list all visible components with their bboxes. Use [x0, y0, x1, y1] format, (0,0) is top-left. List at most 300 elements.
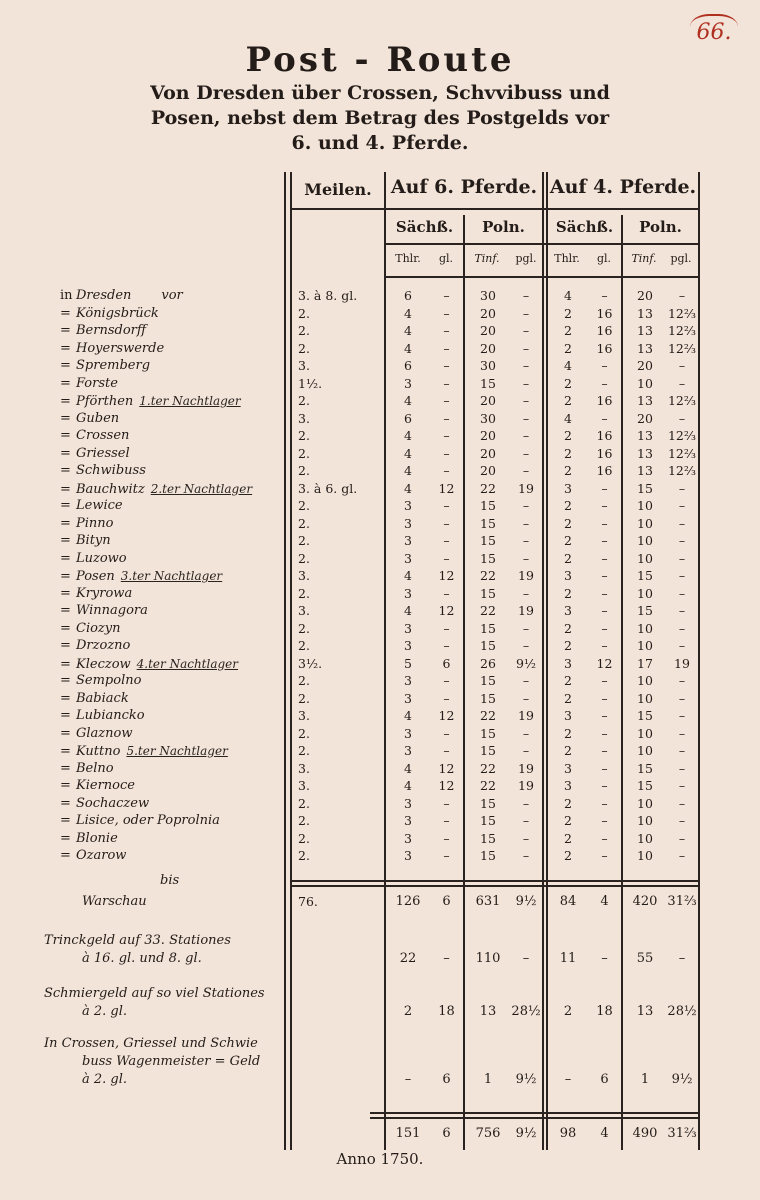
- value-cell: 10: [637, 795, 653, 811]
- table-row: [0, 515, 760, 533]
- value-cell: –: [678, 410, 686, 426]
- value-cell: 631: [475, 894, 501, 909]
- value-cell: 3: [404, 550, 412, 566]
- rule-header-top: [290, 208, 698, 210]
- value-cell: –: [522, 725, 530, 741]
- place-prefix: =: [60, 428, 71, 443]
- value-cell: –: [443, 848, 450, 863]
- value-cell: 17: [637, 655, 653, 671]
- value-cell: 4: [404, 305, 412, 321]
- value-cell: –: [443, 498, 450, 513]
- place-label: Glaznow: [76, 725, 133, 741]
- value-cell: –: [443, 620, 450, 636]
- value-cell: –: [678, 830, 686, 846]
- place-suffix: vor: [161, 288, 183, 303]
- place-label: Lisice, oder Poprolnia: [76, 813, 220, 828]
- place-name: [60, 410, 119, 428]
- value-cell: 4: [564, 288, 572, 303]
- value-cell: 4: [404, 760, 412, 776]
- place-name: [60, 655, 238, 674]
- value-cell: –: [601, 673, 608, 688]
- value-cell: –: [678, 813, 686, 828]
- value-cell: 110: [475, 951, 501, 966]
- value-cell: 15: [637, 760, 653, 776]
- place-name: [60, 672, 141, 690]
- place-label: Bernsdorff: [76, 323, 147, 338]
- place-prefix: =: [60, 323, 71, 338]
- value-cell: 13: [637, 463, 653, 478]
- value-cell: 4: [404, 603, 412, 618]
- place-name: [60, 462, 146, 480]
- header-meilen: Meilen.: [304, 180, 372, 199]
- place-name: [60, 287, 183, 305]
- value-cell: 12: [438, 778, 455, 793]
- value-cell: 15: [480, 830, 496, 846]
- value-cell: 11: [559, 951, 577, 966]
- place-prefix: =: [60, 830, 71, 846]
- value-cell: –: [678, 288, 686, 303]
- value-cell: 12: [438, 760, 455, 776]
- value-cell: 28½: [511, 1004, 541, 1019]
- place-name: [60, 742, 228, 761]
- value-cell: 13: [637, 305, 653, 321]
- header-gl-6: gl.: [438, 252, 454, 265]
- value-cell: 10: [637, 848, 653, 863]
- table-row: [0, 392, 760, 410]
- value-cell: 15: [480, 813, 496, 828]
- table-row: [0, 497, 760, 515]
- value-cell: 4: [564, 358, 572, 373]
- place-note: 2.ter Nachtlager: [150, 481, 253, 496]
- meilen-cell: 3. à 8. gl.: [298, 288, 358, 303]
- value-cell: 12: [438, 603, 455, 618]
- place-name: [60, 497, 123, 515]
- value-cell: 22: [480, 778, 496, 793]
- value-cell: –: [443, 358, 450, 373]
- place-prefix: =: [60, 515, 71, 531]
- value-cell: –: [443, 463, 450, 478]
- value-cell: 2: [564, 830, 572, 846]
- meilen-cell: 3.: [298, 358, 310, 373]
- value-cell: 16: [596, 340, 613, 356]
- value-cell: 15: [637, 603, 653, 618]
- trinckgeld-line-2: à 16. gl. und 8. gl.: [82, 951, 202, 966]
- value-cell: 6: [404, 288, 412, 303]
- place-prefix: =: [60, 410, 71, 426]
- value-cell: 20: [480, 305, 496, 321]
- value-cell: 15: [480, 620, 496, 636]
- value-cell: 4: [404, 393, 412, 408]
- header-thlr-6: Thlr.: [395, 252, 421, 265]
- value-cell: 10: [637, 620, 653, 636]
- value-cell: 10: [637, 830, 653, 846]
- value-cell: 13: [637, 445, 653, 461]
- schmiergeld-line-2: à 2. gl.: [82, 1004, 128, 1019]
- value-cell: 15: [480, 638, 496, 653]
- value-cell: –: [678, 848, 686, 863]
- value-cell: 420: [632, 894, 658, 909]
- value-cell: –: [601, 951, 608, 966]
- value-cell: –: [522, 743, 530, 758]
- value-cell: 3: [404, 638, 412, 653]
- value-cell: 16: [596, 463, 613, 478]
- meilen-cell: 3. à 6. gl.: [298, 480, 358, 496]
- value-cell: 2: [564, 550, 572, 566]
- value-cell: –: [601, 830, 608, 846]
- value-cell: 2: [564, 463, 572, 478]
- table-row: [0, 305, 760, 323]
- value-cell: –: [678, 533, 686, 548]
- place-label: Babiack: [76, 690, 129, 706]
- value-cell: 6: [404, 358, 412, 373]
- page-number: 66.: [690, 14, 738, 46]
- value-cell: –: [522, 951, 530, 966]
- value-cell: 3: [564, 760, 572, 776]
- rule-total-top-2: [370, 1117, 698, 1119]
- meilen-cell: 76.: [298, 894, 318, 909]
- meilen-cell: 2.: [298, 585, 310, 601]
- value-cell: –: [601, 708, 608, 723]
- place-name: [60, 567, 222, 586]
- place-prefix: =: [60, 795, 71, 811]
- value-cell: 22: [480, 480, 496, 496]
- meilen-cell: 1½.: [298, 375, 323, 391]
- meilen-cell: 2.: [298, 743, 310, 758]
- value-cell: 22: [480, 568, 496, 583]
- place-label: Guben: [76, 410, 120, 426]
- value-cell: –: [522, 673, 530, 688]
- page-title: Post - Route: [245, 40, 515, 80]
- place-name: [60, 707, 145, 725]
- meilen-cell: 2.: [298, 620, 310, 636]
- place-name: [60, 760, 114, 778]
- header-tinf-4: Tinf.: [631, 252, 657, 265]
- place-prefix: =: [60, 533, 71, 548]
- value-cell: –: [443, 830, 450, 846]
- value-cell: 18: [438, 1004, 455, 1019]
- value-cell: –: [522, 795, 530, 811]
- place-note: 1.ter Nachtlager: [139, 394, 241, 408]
- value-cell: 10: [637, 375, 653, 391]
- place-label: Kleczow: [76, 656, 131, 672]
- value-cell: –: [601, 358, 608, 373]
- meilen-cell: 3.: [298, 778, 310, 793]
- value-cell: 4: [404, 778, 412, 793]
- value-cell: 12⅔: [667, 393, 697, 408]
- value-cell: 10: [637, 813, 653, 828]
- schmiergeld-line-1: Schmiergeld auf so viel Stationes: [44, 986, 265, 1001]
- value-cell: 3: [404, 690, 412, 706]
- value-cell: –: [443, 428, 450, 443]
- value-cell: 2: [564, 428, 572, 443]
- value-cell: 2: [564, 848, 572, 863]
- table-row: [0, 445, 760, 463]
- place-note: 5.ter Nachtlager: [126, 744, 228, 758]
- meilen-cell: 2.: [298, 830, 310, 846]
- value-cell: –: [678, 568, 686, 583]
- value-cell: 2: [564, 498, 572, 513]
- table-row: [0, 690, 760, 708]
- value-cell: 98: [559, 1126, 577, 1141]
- value-cell: 12⅔: [667, 463, 697, 478]
- value-cell: 22: [480, 760, 496, 776]
- place-name: [60, 515, 113, 533]
- value-cell: 15: [637, 568, 653, 583]
- value-cell: –: [678, 498, 686, 513]
- value-cell: 31⅔: [667, 894, 697, 909]
- value-cell: –: [678, 620, 686, 636]
- value-cell: –: [678, 480, 686, 496]
- place-label: Sempolno: [76, 673, 142, 688]
- value-cell: 3: [404, 533, 412, 548]
- value-cell: 12⅔: [667, 445, 697, 461]
- place-label: Bityn: [76, 533, 111, 548]
- value-cell: 6: [442, 1072, 451, 1087]
- value-cell: 19: [518, 778, 534, 793]
- value-cell: 2: [564, 743, 572, 758]
- place-label: Hoyerswerde: [76, 340, 165, 356]
- value-cell: 20: [480, 340, 496, 356]
- table-row: [0, 830, 760, 848]
- table-row: [0, 427, 760, 445]
- value-cell: 3: [404, 725, 412, 741]
- value-cell: –: [443, 410, 450, 426]
- value-cell: –: [601, 480, 608, 496]
- place-name: [60, 375, 118, 393]
- value-cell: –: [443, 288, 450, 303]
- value-cell: –: [522, 305, 530, 321]
- value-cell: 2: [563, 1004, 573, 1019]
- value-cell: 20: [480, 393, 496, 408]
- value-cell: –: [601, 690, 608, 706]
- value-cell: –: [601, 778, 608, 793]
- value-cell: 2: [564, 795, 572, 811]
- place-label: Forste: [76, 375, 118, 391]
- value-cell: 4: [404, 463, 412, 478]
- table-row: [0, 847, 760, 865]
- value-cell: 30: [480, 288, 496, 303]
- value-cell: –: [443, 585, 450, 601]
- place-label: Bauchwitz: [76, 481, 145, 497]
- value-cell: 2: [564, 620, 572, 636]
- place-label: Königsbrück: [76, 305, 159, 321]
- value-cell: –: [522, 498, 530, 513]
- value-cell: –: [601, 498, 608, 513]
- bis-label: bis: [160, 873, 180, 888]
- value-cell: –: [522, 585, 530, 601]
- place-name: [60, 620, 121, 638]
- value-cell: –: [443, 690, 450, 706]
- value-cell: 6: [404, 410, 412, 426]
- value-cell: 4: [404, 428, 412, 443]
- value-cell: 10: [637, 533, 653, 548]
- value-cell: –: [601, 533, 608, 548]
- value-cell: 19: [674, 655, 690, 671]
- value-cell: 2: [403, 1004, 413, 1019]
- meilen-cell: 3.: [298, 568, 310, 583]
- place-label: Pinno: [76, 515, 114, 531]
- value-cell: –: [678, 603, 686, 618]
- place-prefix: =: [60, 708, 71, 723]
- value-cell: 4: [600, 1126, 609, 1141]
- place-label: Ciozyn: [76, 620, 121, 636]
- value-cell: –: [678, 778, 686, 793]
- value-cell: 15: [480, 550, 496, 566]
- value-cell: 12: [438, 708, 455, 723]
- table-row: [0, 795, 760, 813]
- value-cell: 10: [637, 725, 653, 741]
- value-cell: –: [443, 951, 450, 966]
- value-cell: 2: [564, 813, 572, 828]
- value-cell: 2: [564, 638, 572, 653]
- value-cell: –: [678, 550, 686, 566]
- place-prefix: =: [60, 550, 71, 566]
- table-row: [0, 655, 760, 673]
- table-row: [0, 777, 760, 795]
- warschau-label: Warschau: [82, 894, 147, 909]
- value-cell: 6: [600, 1072, 609, 1087]
- value-cell: 15: [480, 690, 496, 706]
- table-row: [0, 620, 760, 638]
- value-cell: 3: [564, 708, 572, 723]
- value-cell: –: [443, 375, 450, 391]
- value-cell: 15: [480, 673, 496, 688]
- value-cell: 9½: [515, 655, 537, 671]
- table-row: [0, 375, 760, 393]
- value-cell: 2: [564, 393, 572, 408]
- place-prefix: =: [60, 498, 71, 513]
- value-cell: 13: [479, 1004, 497, 1019]
- place-label: Spremberg: [76, 358, 151, 373]
- value-cell: –: [601, 795, 608, 811]
- value-cell: 15: [480, 725, 496, 741]
- wagenmeister-line-3: à 2. gl.: [82, 1072, 128, 1087]
- value-cell: –: [678, 795, 686, 811]
- meilen-cell: 2.: [298, 498, 310, 513]
- value-cell: –: [522, 830, 530, 846]
- meilen-cell: 2.: [298, 393, 310, 408]
- value-cell: –: [601, 585, 608, 601]
- value-cell: 151: [395, 1126, 421, 1141]
- value-cell: 756: [475, 1126, 501, 1141]
- place-prefix: =: [60, 375, 71, 391]
- meilen-cell: 3.: [298, 708, 310, 723]
- value-cell: –: [678, 375, 686, 391]
- value-cell: –: [522, 323, 530, 338]
- value-cell: –: [601, 848, 608, 863]
- value-cell: –: [601, 638, 608, 653]
- meilen-cell: 2.: [298, 305, 310, 321]
- value-cell: 3: [404, 375, 412, 391]
- place-label: Belno: [76, 760, 114, 776]
- value-cell: –: [601, 515, 608, 531]
- value-cell: 1: [483, 1072, 493, 1087]
- header-pgl-6: pgl.: [515, 252, 537, 265]
- value-cell: 16: [596, 445, 613, 461]
- value-cell: 3: [404, 795, 412, 811]
- value-cell: 4: [404, 340, 412, 356]
- value-cell: 3: [564, 568, 572, 583]
- place-name: [60, 305, 159, 323]
- title-block: [60, 40, 700, 155]
- value-cell: 20: [637, 410, 653, 426]
- value-cell: 20: [637, 288, 653, 303]
- value-cell: 1: [640, 1072, 650, 1087]
- value-cell: 3: [404, 830, 412, 846]
- value-cell: 30: [480, 358, 496, 373]
- value-cell: –: [522, 340, 530, 356]
- value-cell: 2: [564, 585, 572, 601]
- header-sachs-4: Sächß.: [555, 218, 614, 236]
- place-name: [60, 602, 148, 620]
- value-cell: 2: [564, 725, 572, 741]
- value-cell: 3: [404, 620, 412, 636]
- value-cell: –: [522, 375, 530, 391]
- header-auf4: Auf 4. Pferde.: [549, 176, 697, 198]
- value-cell: 9½: [515, 1126, 537, 1141]
- place-label: Ozarow: [76, 848, 127, 863]
- place-label: Lubiancko: [76, 708, 145, 723]
- place-prefix: =: [60, 358, 71, 373]
- place-name: [60, 357, 150, 375]
- value-cell: 15: [637, 778, 653, 793]
- value-cell: 6: [442, 655, 451, 671]
- meilen-cell: 2.: [298, 690, 310, 706]
- table-row: [0, 812, 760, 830]
- meilen-cell: 2.: [298, 795, 310, 811]
- place-prefix: =: [60, 725, 71, 741]
- table-row: [0, 410, 760, 428]
- place-prefix: =: [60, 603, 71, 618]
- header-tinf-6: Tinf.: [474, 252, 500, 265]
- place-name: [60, 427, 129, 445]
- value-cell: –: [443, 445, 450, 461]
- value-cell: 28½: [667, 1004, 697, 1019]
- meilen-cell: 3.: [298, 760, 310, 776]
- value-cell: 3: [404, 585, 412, 601]
- value-cell: –: [443, 340, 450, 356]
- value-cell: 4: [564, 410, 572, 426]
- value-cell: 3: [404, 498, 412, 513]
- meilen-cell: 3.: [298, 603, 310, 618]
- value-cell: 19: [518, 603, 534, 618]
- value-cell: –: [522, 813, 530, 828]
- value-cell: 19: [518, 708, 534, 723]
- table-row: [0, 760, 760, 778]
- value-cell: 6: [442, 1126, 451, 1141]
- value-cell: 22: [399, 951, 417, 966]
- value-cell: 12⅔: [667, 323, 697, 338]
- value-cell: 15: [480, 585, 496, 601]
- value-cell: –: [522, 463, 530, 478]
- place-prefix: =: [60, 445, 71, 461]
- meilen-cell: 2.: [298, 428, 310, 443]
- value-cell: –: [678, 515, 686, 531]
- value-cell: 9½: [671, 1072, 693, 1087]
- header-gl-4: gl.: [596, 252, 612, 265]
- value-cell: –: [404, 1072, 412, 1087]
- table-row: [0, 287, 760, 305]
- place-prefix: =: [60, 481, 71, 497]
- value-cell: –: [678, 743, 686, 758]
- table-row: [0, 357, 760, 375]
- value-cell: 16: [596, 305, 613, 321]
- place-prefix: =: [60, 585, 71, 601]
- value-cell: 15: [637, 708, 653, 723]
- rule-header-bottom: [386, 276, 698, 278]
- value-cell: 19: [518, 480, 534, 496]
- table-row: [0, 602, 760, 620]
